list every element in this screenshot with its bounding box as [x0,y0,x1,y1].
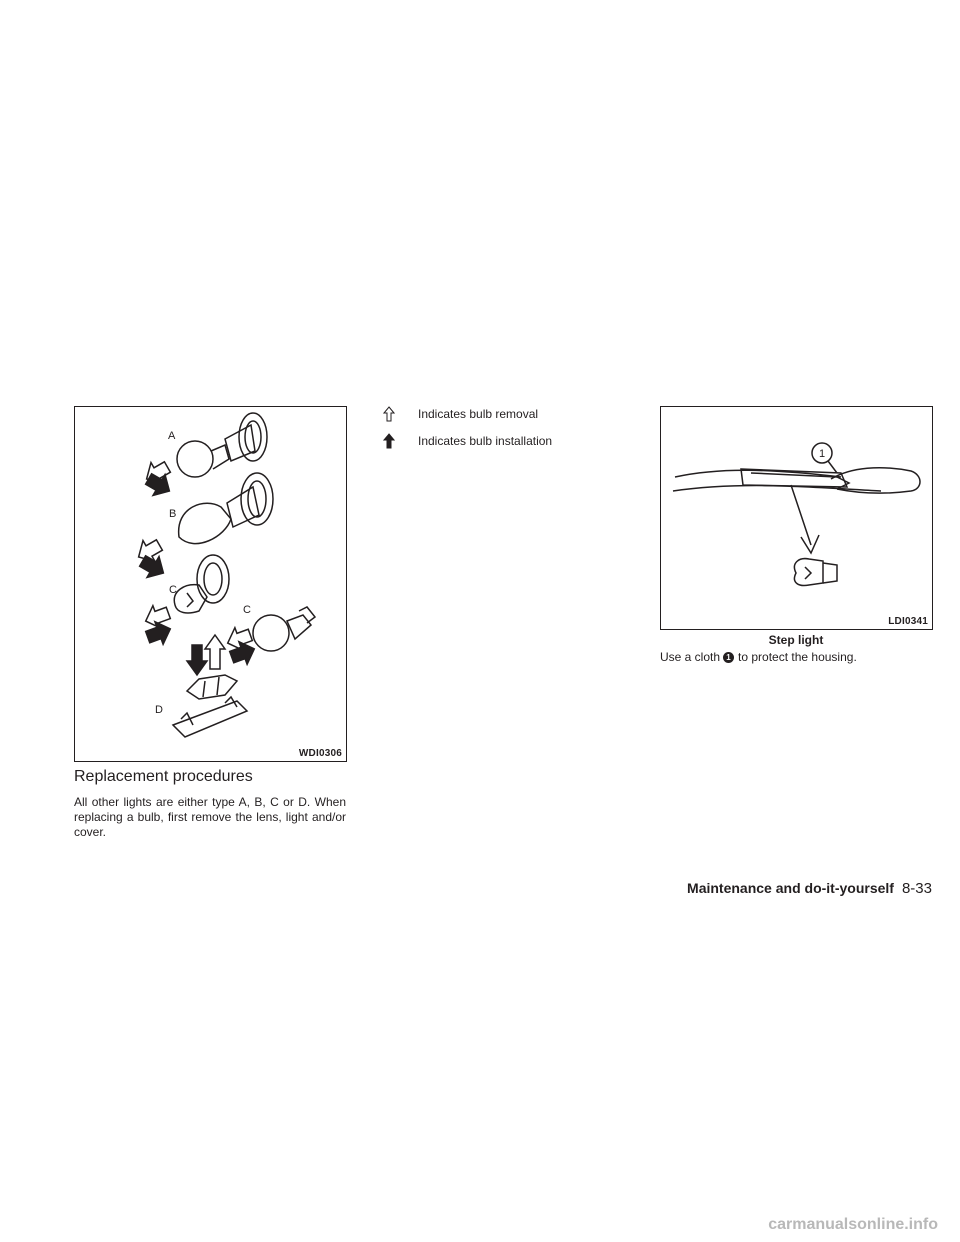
step-light-illustration [661,407,934,631]
bulb-c-drawing [174,555,229,613]
section-body: All other lights are either type A, B, C or D. When replacing a bulb, first remove the lens, light and/or cover. [74,795,346,839]
bulb-a-drawing [177,413,267,477]
legend-installation-text: Indicates bulb installation [418,434,553,448]
legend-removal-text: Indicates bulb removal [418,407,539,421]
step-instruction [660,650,857,664]
filled-up-arrow-icon [383,433,395,449]
legend-removal [383,405,538,423]
watermark: carmanualsonline.info [768,1216,938,1233]
bulb-d-drawing [173,675,247,737]
step-text-after: to protect the housing. [738,650,857,664]
label-c-wedge: C [243,604,251,616]
step-light-figure [660,406,933,630]
label-b: B [169,508,177,520]
bulb-types-figure [74,406,347,762]
footer-section-title: Maintenance and do-it-yourself [687,880,894,896]
legend-installation [383,432,552,450]
page-number: 8-33 [901,880,932,897]
circled-number: 1 [723,652,734,663]
label-a: A [168,430,176,442]
figure-code-right: LDI0341 [888,616,928,627]
step-text-before: Use a cloth [660,650,721,664]
callout-1: 1 [819,448,826,460]
page-footer [687,880,932,897]
label-c: C [169,584,177,596]
figure-code: WDI0306 [298,748,342,759]
label-d: D [155,704,163,716]
bulb-c-wedge-drawing [253,607,315,651]
bulb-types-illustration [75,407,348,763]
outline-up-arrow-icon [383,406,395,422]
bulb-b-drawing [179,473,273,544]
figure-caption: Step light [768,633,824,647]
section-heading: Replacement procedures [74,768,253,785]
